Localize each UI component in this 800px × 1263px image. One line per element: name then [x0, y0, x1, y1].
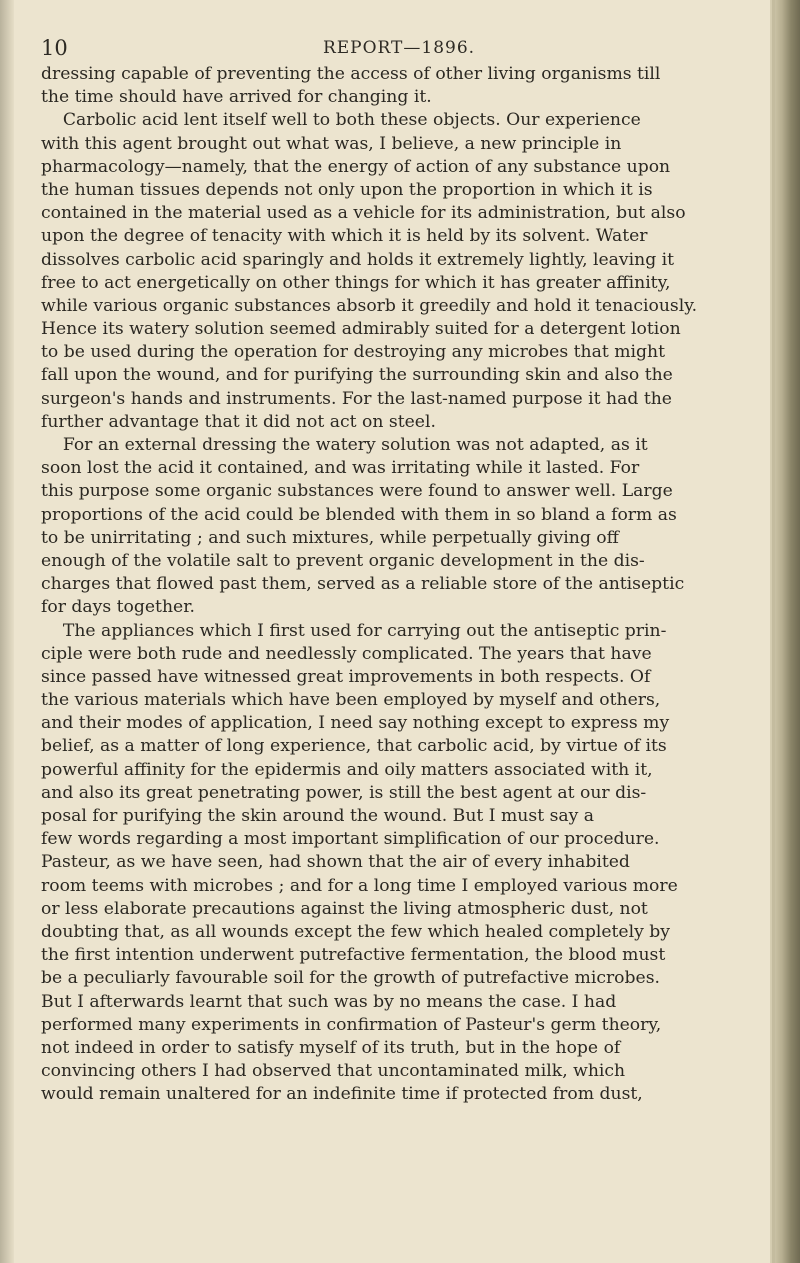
text-line: doubting that, as all wounds except the few which healed completely by [41, 921, 670, 942]
text-line: room teems with microbes ; and for a long time I employed various more [41, 875, 678, 896]
text-line: belief, as a matter of long experience, that carbolic acid, by virtue of its [41, 736, 667, 757]
text-line: enough of the volatile salt to prevent organic development in the dis- [41, 550, 645, 571]
text-line: For an external dressing the watery solution was not adapted, as it [41, 435, 648, 455]
text-line: convincing others I had observed that uncontaminated milk, which [41, 1061, 626, 1082]
text-line: upon the degree of tenacity with which it is held by its solvent. Water [41, 226, 648, 247]
text-line: to be used during the operation for destroying any microbes that might [41, 342, 665, 363]
text-line: proportions of the acid could be blended with them in so bland a form as [41, 504, 677, 525]
text-line: ciple were both rude and needlessly complicated. The years that have [41, 643, 652, 664]
text-line: with this agent brought out what was, I believe, a new principle in [41, 133, 622, 154]
text-line: further advantage that it did not act on steel. [41, 411, 436, 432]
text-line: But I afterwards learnt that such was by no means the case. I had [41, 991, 617, 1012]
text-line: surgeon's hands and instruments. For the last-named purpose it had the [41, 388, 672, 409]
text-line: contained in the material used as a vehicle for its administration, but also [41, 203, 686, 224]
text-line: the time should have arrived for changing it. [41, 87, 432, 108]
text-line: charges that flowed past them, served as a reliable store of the antiseptic [41, 574, 685, 595]
text-line: the human tissues depends not only upon the proportion in which it is [41, 179, 653, 200]
text-line: to be unirritating ; and such mixtures, while perpetually giving off [41, 527, 619, 548]
page-number: 10 [41, 36, 68, 60]
text-line: powerful affinity for the epidermis and oily matters associated with it, [41, 759, 653, 780]
text-line: dissolves carbolic acid sparingly and holds it extremely lightly, leaving it [41, 249, 675, 270]
page-left-edge [0, 0, 14, 1263]
text-line: dressing capable of preventing the access of other living organisms till [41, 64, 661, 84]
page-header [41, 36, 757, 66]
text-line: Carbolic acid lent itself well to both these objects. Our experience [41, 110, 641, 131]
text-line: fall upon the wound, and for purifying the surrounding skin and also the [41, 365, 673, 386]
book-binding-edge [770, 0, 800, 1263]
text-line: or less elaborate precautions against the living atmospheric dust, not [41, 898, 648, 919]
body-text [41, 63, 757, 1106]
text-line: this purpose some organic substances were found to answer well. Large [41, 481, 673, 502]
running-head: REPORT—1896. [322, 38, 476, 58]
text-line: since passed have witnessed great improvements in both respects. Of [41, 666, 651, 687]
text-line: be a peculiarly favourable soil for the growth of putrefactive microbes. [41, 968, 660, 989]
text-line: free to act energetically on other things for which it has greater affinity, [41, 272, 671, 293]
text-line: the first intention underwent putrefactive fermentation, the blood must [41, 945, 666, 966]
text-line: few words regarding a most important simplification of our procedure. [41, 829, 660, 850]
text-line: Pasteur, as we have seen, had shown that the air of every inhabited [41, 852, 630, 873]
text-line: and also its great penetrating power, is still the best agent at our dis- [41, 782, 647, 803]
text-line: not indeed in order to satisfy myself of its truth, but in the hope of [41, 1037, 621, 1058]
text-line: while various organic substances absorb it greedily and hold it tenaciously. [41, 295, 698, 316]
text-line: Hence its watery solution seemed admirably suited for a detergent lotion [41, 319, 681, 340]
text-line: pharmacology—namely, that the energy of action of any substance upon [41, 156, 671, 177]
text-line: and their modes of application, I need say nothing except to express my [41, 713, 670, 734]
text-line: posal for purifying the skin around the wound. But I must say a [41, 806, 595, 826]
text-line: performed many experiments in confirmation of Pasteur's germ theory, [41, 1014, 662, 1035]
text-line: soon lost the acid it contained, and was irritating while it lasted. For [41, 458, 640, 479]
text-line: the various materials which have been employed by myself and others, [41, 690, 661, 711]
text-line: would remain unaltered for an indefinite time if protected from dust, [41, 1084, 643, 1105]
text-line: The appliances which I first used for carrying out the antiseptic prin- [41, 620, 667, 641]
text-line: for days together. [41, 597, 195, 618]
